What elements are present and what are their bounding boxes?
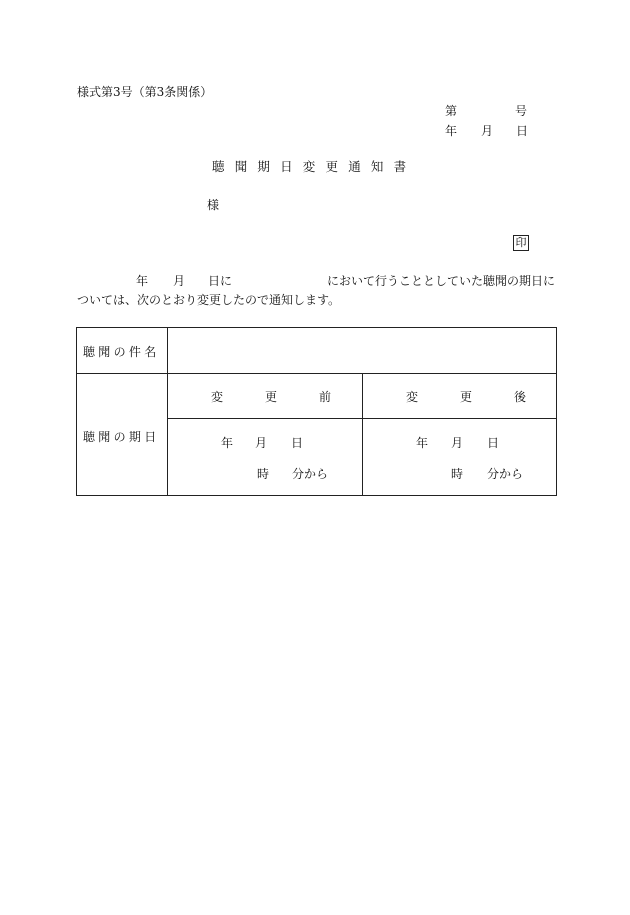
before-hour: 時 — [257, 467, 270, 481]
after-change-header: 変 更 後 — [406, 390, 527, 404]
case-name-label: 聴聞の件名 — [83, 345, 160, 359]
issue-date-day: 日 — [516, 124, 529, 138]
issue-date-month: 月 — [481, 124, 494, 138]
table-label-divider — [167, 328, 168, 495]
body-month: 月 — [173, 274, 186, 288]
body-text-line1: において行うこととしていた聴聞の期日に — [327, 274, 556, 288]
document-number-label: 第 — [445, 104, 458, 118]
document-title: 聴聞期日変更通知書 — [212, 159, 417, 174]
after-year: 年 — [416, 436, 429, 450]
hearing-date-label: 聴聞の期日 — [83, 430, 160, 444]
body-text-line2: ついては、次のとおり変更したので通知します。 — [77, 293, 341, 307]
after-month: 月 — [451, 436, 464, 450]
table-before-after-divider — [362, 373, 363, 495]
before-day: 日 — [291, 436, 304, 450]
body-year: 年 — [136, 274, 149, 288]
form-number: 様式第3号（第3条関係） — [77, 85, 213, 99]
after-day: 日 — [487, 436, 500, 450]
before-month: 月 — [255, 436, 268, 450]
after-minute: 分から — [487, 467, 524, 481]
hearing-details-table — [76, 327, 557, 496]
addressee-suffix: 様 — [207, 198, 220, 212]
before-change-header: 変 更 前 — [211, 390, 332, 404]
issue-date-year: 年 — [445, 124, 458, 138]
document-number-suffix: 号 — [515, 104, 528, 118]
table-row-divider — [77, 373, 556, 374]
seal-mark: 印 — [513, 235, 529, 251]
after-hour: 時 — [451, 467, 464, 481]
before-year: 年 — [221, 436, 234, 450]
body-day: 日に — [208, 274, 233, 288]
before-minute: 分から — [292, 467, 329, 481]
